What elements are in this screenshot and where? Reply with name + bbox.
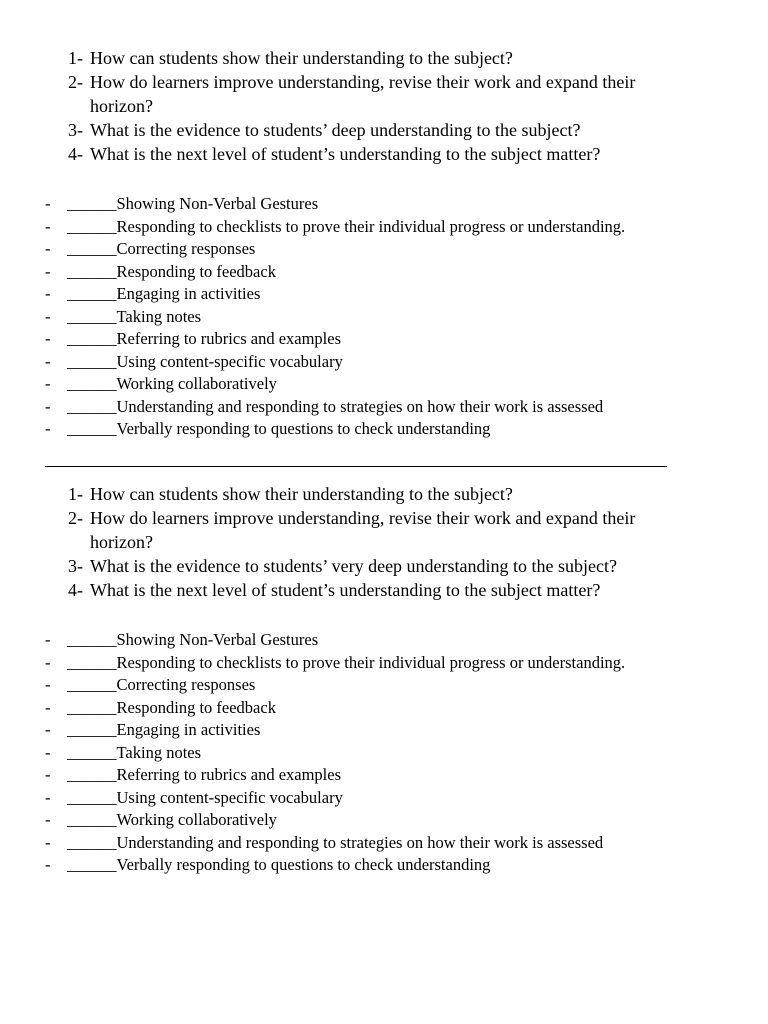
bullet-dash: - — [45, 810, 51, 829]
bullet-dash: - — [45, 216, 51, 236]
worksheet-section-1 — [0, 46, 768, 441]
question-text: What is the next level of student’s understanding to the subject matter? — [90, 144, 601, 164]
bullet-dash: - — [45, 351, 51, 371]
bullet-dash: - — [45, 284, 51, 303]
bullet-dash: - — [45, 261, 51, 281]
checklist — [0, 193, 768, 441]
question-text: What is the evidence to students’ deep understanding to the subject? — [90, 120, 581, 140]
checklist-item-text: ______Using content-specific vocabulary — [67, 351, 343, 371]
checklist-item — [0, 629, 768, 652]
question — [0, 46, 670, 70]
checklist-item-text: ______Correcting responses — [67, 239, 256, 258]
bullet-dash: - — [45, 652, 51, 672]
bullet-dash: - — [45, 765, 51, 784]
checklist-item — [0, 854, 768, 877]
checklist-item-text: ______Responding to checklists to prove their individual progress or understanding. — [67, 652, 626, 672]
checklist-item — [0, 283, 768, 306]
checklist-item — [0, 216, 768, 239]
checklist-item — [0, 193, 768, 216]
checklist-item — [0, 832, 768, 855]
checklist-item — [0, 328, 768, 351]
question-text: What is the evidence to students’ very deep understanding to the subject? — [90, 556, 618, 576]
checklist-item-text: ______Working collaboratively — [67, 810, 277, 829]
checklist-item — [0, 373, 768, 396]
question — [0, 554, 670, 578]
section-divider-line — [45, 466, 667, 467]
question-text: How can students show their understanding to the subject? — [90, 484, 513, 504]
question-text: How can students show their understanding to the subject? — [90, 48, 513, 68]
question-number: 3- — [68, 120, 83, 140]
bullet-dash: - — [45, 787, 51, 807]
question-number: 3- — [68, 556, 83, 576]
checklist-item — [0, 697, 768, 720]
bullet-dash: - — [45, 194, 51, 213]
checklist-item-text: ______Referring to rubrics and examples — [67, 329, 342, 348]
bullet-dash: - — [45, 374, 51, 393]
checklist-item-text: ______Showing Non-Verbal Gestures — [67, 194, 319, 213]
question — [0, 118, 670, 142]
bullet-dash: - — [45, 419, 51, 438]
checklist-item-text: ______Verbally responding to questions to check understanding — [67, 419, 491, 438]
checklist — [0, 629, 768, 877]
checklist-item-text: ______Understanding and responding to strategies on how their work is assessed — [67, 396, 604, 416]
checklist-item-text: ______Showing Non-Verbal Gestures — [67, 630, 319, 649]
checklist-item — [0, 742, 768, 765]
question-number: 4- — [68, 144, 83, 164]
checklist-item-text: ______Engaging in activities — [67, 720, 261, 739]
bullet-dash: - — [45, 742, 51, 762]
bullet-dash: - — [45, 697, 51, 717]
question-number: 1- — [68, 484, 83, 504]
checklist-item — [0, 306, 768, 329]
worksheet-section-2 — [0, 482, 768, 877]
checklist-item-text: ______Taking notes — [67, 306, 202, 326]
question-text: How do learners improve understanding, revise their work and expand their horizon? — [90, 72, 636, 116]
checklist-item — [0, 238, 768, 261]
checklist-item — [0, 396, 768, 419]
checklist-item — [0, 261, 768, 284]
question-number: 2- — [68, 72, 83, 92]
checklist-item — [0, 351, 768, 374]
checklist-item-text: ______Responding to feedback — [67, 261, 276, 281]
question-number: 4- — [68, 580, 83, 600]
checklist-item-text: ______Engaging in activities — [67, 284, 261, 303]
bullet-dash: - — [45, 306, 51, 326]
question — [0, 578, 670, 602]
checklist-item — [0, 809, 768, 832]
checklist-item-text: ______Using content-specific vocabulary — [67, 787, 343, 807]
question-list — [0, 46, 768, 166]
checklist-item — [0, 719, 768, 742]
bullet-dash: - — [45, 720, 51, 739]
question-number: 1- — [68, 48, 83, 68]
bullet-dash: - — [45, 832, 51, 852]
checklist-item — [0, 764, 768, 787]
checklist-item-text: ______Understanding and responding to strategies on how their work is assessed — [67, 832, 604, 852]
bullet-dash: - — [45, 396, 51, 416]
question-text: How do learners improve understanding, revise their work and expand their horizon? — [90, 508, 636, 552]
checklist-item-text: ______Responding to checklists to prove their individual progress or understanding. — [67, 216, 626, 236]
checklist-item-text: ______Correcting responses — [67, 675, 256, 694]
bullet-dash: - — [45, 675, 51, 694]
checklist-item — [0, 674, 768, 697]
question — [0, 482, 670, 506]
bullet-dash: - — [45, 855, 51, 874]
question — [0, 70, 670, 118]
checklist-item — [0, 418, 768, 441]
checklist-item-text: ______Taking notes — [67, 742, 202, 762]
bullet-dash: - — [45, 630, 51, 649]
checklist-item — [0, 652, 768, 675]
question-list — [0, 482, 768, 602]
question — [0, 506, 670, 554]
checklist-item — [0, 787, 768, 810]
question — [0, 142, 670, 166]
question-number: 2- — [68, 508, 83, 528]
checklist-item-text: ______Working collaboratively — [67, 374, 277, 393]
question-text: What is the next level of student’s understanding to the subject matter? — [90, 580, 601, 600]
checklist-item-text: ______Responding to feedback — [67, 697, 276, 717]
bullet-dash: - — [45, 239, 51, 258]
bullet-dash: - — [45, 329, 51, 348]
checklist-item-text: ______Referring to rubrics and examples — [67, 765, 342, 784]
checklist-item-text: ______Verbally responding to questions to check understanding — [67, 855, 491, 874]
